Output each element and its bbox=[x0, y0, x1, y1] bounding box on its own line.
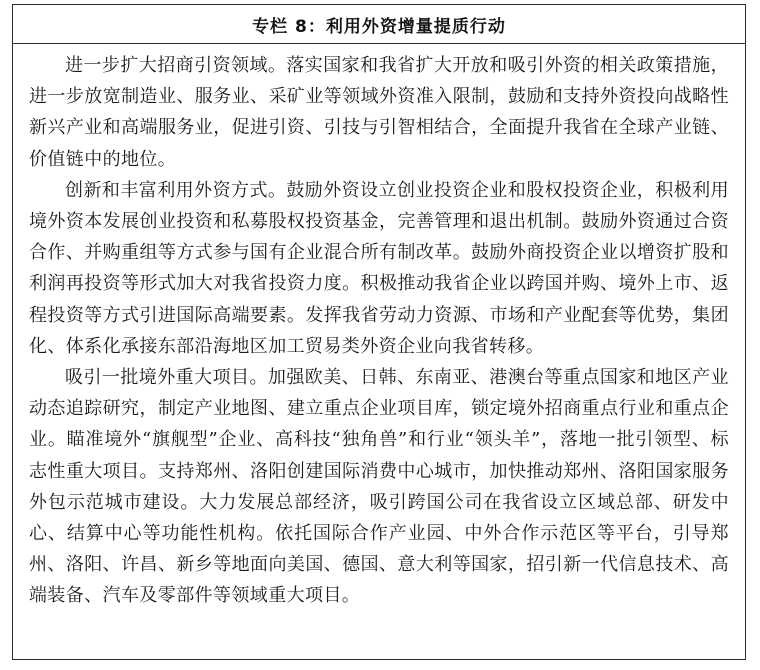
paragraph-major-overseas-projects: 吸引一批境外重大项目。加强欧美、日韩、东南亚、港澳台等重点国家和地区产业动态追踪研究，制定产业地图、建立重点企业项目库，锁定境外招商重点行业和重点企业。瞄准境外“旗舰型”企业、高科技“独角兽”和行业“领头羊”，落地一批引领型、标志性重大项目。支持郑州、洛阳创建国际消费中心城市，加快推动郑州、洛阳国家服务外包示范城市建设。大力发展总部经济，吸引跨国公司在我省设立区域总部、研发中心、结算中心等功能性机构。依托国际合作产业园、中外合作示范区等平台，引导郑州、洛阳、许昌、新乡等地面向美国、德国、意大利等国家，招引新一代信息技术、高端装备、汽车及零部件等领域重大项目。 bbox=[29, 367, 729, 607]
column-body bbox=[13, 44, 745, 612]
paragraph-attract-investment-fields: 进一步扩大招商引资领域。落实国家和我省扩大开放和吸引外资的相关政策措施，进一步放宽制造业、服务业、采矿业等领域外资准入限制，鼓励和支持外资投向战略性新兴产业和高端服务业，促进引资、引技与引智相结合，全面提升我省在全球产业链、价值链中的地位。 bbox=[29, 55, 729, 170]
column-box bbox=[12, 4, 746, 660]
column-header bbox=[13, 5, 745, 44]
paragraph-foreign-investment-methods: 创新和丰富利用外资方式。鼓励外资设立创业投资企业和股权投资企业，积极利用境外资本发展创业投资和私募股权投资基金，完善管理和退出机制。鼓励外资通过合资合作、并购重组等方式参与国有企业混合所有制改革。鼓励外商投资企业以增资扩股和利润再投资等形式加大对我省投资力度。积极推动我省企业以跨国并购、境外上市、返程投资等方式引进国际高端要素。发挥我省劳动力资源、市场和产业配套等优势，集团化、体系化承接东部沿海地区加工贸易类外资企业向我省转移。 bbox=[29, 179, 729, 357]
column-title: 专栏 8：利用外资增量提质行动 bbox=[252, 16, 506, 37]
